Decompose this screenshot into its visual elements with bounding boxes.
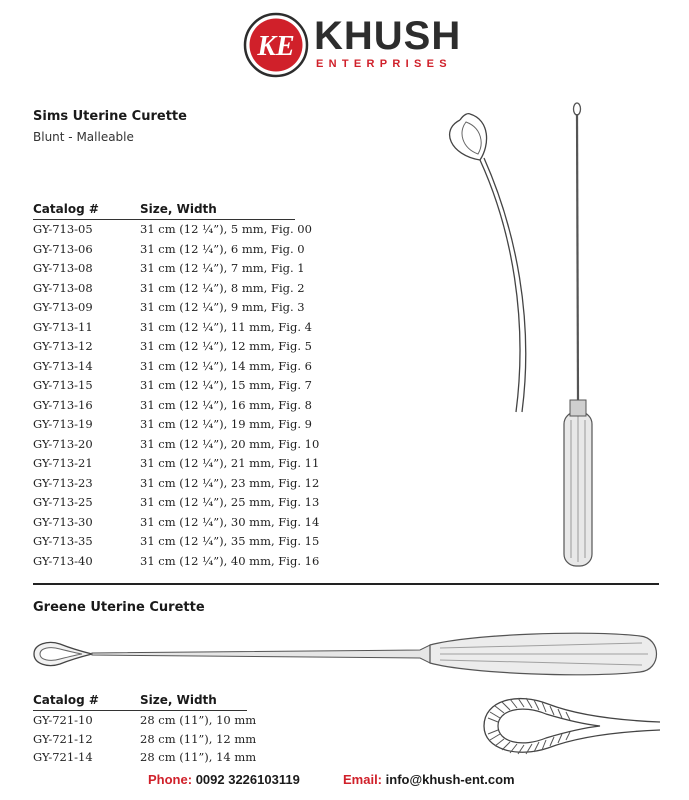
size-width: 31 cm (12 ¼”), 7 mm, Fig. 1 (140, 261, 305, 275)
catalog-number: GY-713-08 (33, 261, 93, 275)
catalog-number: GY-713-19 (33, 417, 93, 431)
size-width: 31 cm (12 ¼”), 25 mm, Fig. 13 (140, 495, 320, 509)
header-catalog: Catalog # (33, 693, 99, 707)
size-width: 28 cm (11”), 12 mm (140, 731, 257, 746)
catalog-number: GY-713-21 (33, 456, 93, 470)
catalog-number: GY-713-25 (33, 495, 93, 509)
size-width: 28 cm (11”), 14 mm (140, 750, 257, 764)
catalog-number: GY-713-35 (33, 534, 93, 548)
size-width: 31 cm (12 ¼”), 40 mm, Fig. 16 (140, 553, 320, 568)
sims-subtitle: Blunt - Malleable (33, 130, 134, 144)
size-width: 31 cm (12 ¼”), 35 mm, Fig. 15 (140, 534, 320, 548)
phone-label: Phone: (148, 772, 193, 787)
brand-logo (0, 0, 689, 90)
catalog-number: GY-713-30 (33, 514, 93, 529)
catalog-number: GY-713-11 (33, 319, 93, 334)
logo-monogram-text: KE (257, 31, 295, 62)
catalog-number: GY-713-12 (33, 339, 93, 353)
footer-phone (148, 772, 300, 787)
greene-curette-illustration (30, 626, 670, 678)
header-catalog: Catalog # (33, 202, 99, 216)
greene-loop-detail-illustration (470, 686, 662, 762)
catalog-number: GY-713-23 (33, 475, 93, 490)
email-value: info@khush-ent.com (385, 772, 515, 787)
brand-name: KHUSH (314, 14, 462, 58)
footer-email (343, 772, 515, 787)
catalog-number: GY-713-05 (33, 222, 93, 236)
section-divider (33, 583, 659, 585)
size-width: 31 cm (12 ¼”), 8 mm, Fig. 2 (140, 280, 305, 295)
size-width: 31 cm (12 ¼”), 30 mm, Fig. 14 (140, 514, 320, 529)
header-size: Size, Width (140, 202, 217, 216)
header-size: Size, Width (140, 693, 217, 707)
size-width: 28 cm (11”), 10 mm (140, 713, 257, 727)
catalog-number: GY-713-08 (33, 280, 93, 295)
catalog-number: GY-713-09 (33, 300, 93, 314)
catalog-number: GY-713-16 (33, 397, 93, 412)
brand-tagline: ENTERPRISES (316, 58, 452, 70)
size-width: 31 cm (12 ¼”), 11 mm, Fig. 4 (140, 319, 312, 334)
catalog-number: GY-713-20 (33, 436, 93, 451)
catalog-number: GY-721-10 (33, 713, 93, 727)
size-width: 31 cm (12 ¼”), 16 mm, Fig. 8 (140, 397, 312, 412)
catalog-number: GY-713-14 (33, 358, 93, 373)
catalog-number: GY-721-14 (33, 750, 93, 764)
catalog-number: GY-713-06 (33, 241, 93, 256)
size-width: 31 cm (12 ¼”), 12 mm, Fig. 5 (140, 339, 312, 353)
size-width: 31 cm (12 ¼”), 14 mm, Fig. 6 (140, 358, 312, 373)
catalog-number: GY-721-12 (33, 731, 93, 746)
size-width: 31 cm (12 ¼”), 6 mm, Fig. 0 (140, 241, 305, 256)
email-label: Email: (343, 772, 383, 787)
phone-value: 0092 3226103119 (195, 772, 300, 787)
size-width: 31 cm (12 ¼”), 15 mm, Fig. 7 (140, 378, 312, 392)
size-width: 31 cm (12 ¼”), 19 mm, Fig. 9 (140, 417, 312, 431)
size-width: 31 cm (12 ¼”), 23 mm, Fig. 12 (140, 475, 320, 490)
greene-title: Greene Uterine Curette (33, 600, 205, 615)
logo-monogram-icon (243, 12, 309, 78)
size-width: 31 cm (12 ¼”), 20 mm, Fig. 10 (140, 436, 320, 451)
sims-curette-illustration (440, 100, 630, 575)
size-width: 31 cm (12 ¼”), 9 mm, Fig. 3 (140, 300, 305, 314)
size-width: 31 cm (12 ¼”), 5 mm, Fig. 00 (140, 222, 312, 236)
catalog-number: GY-713-40 (33, 553, 93, 568)
size-width: 31 cm (12 ¼”), 21 mm, Fig. 11 (140, 456, 320, 470)
catalog-number: GY-713-15 (33, 378, 93, 392)
contact-footer (0, 772, 689, 792)
sims-title: Sims Uterine Curette (33, 109, 187, 124)
